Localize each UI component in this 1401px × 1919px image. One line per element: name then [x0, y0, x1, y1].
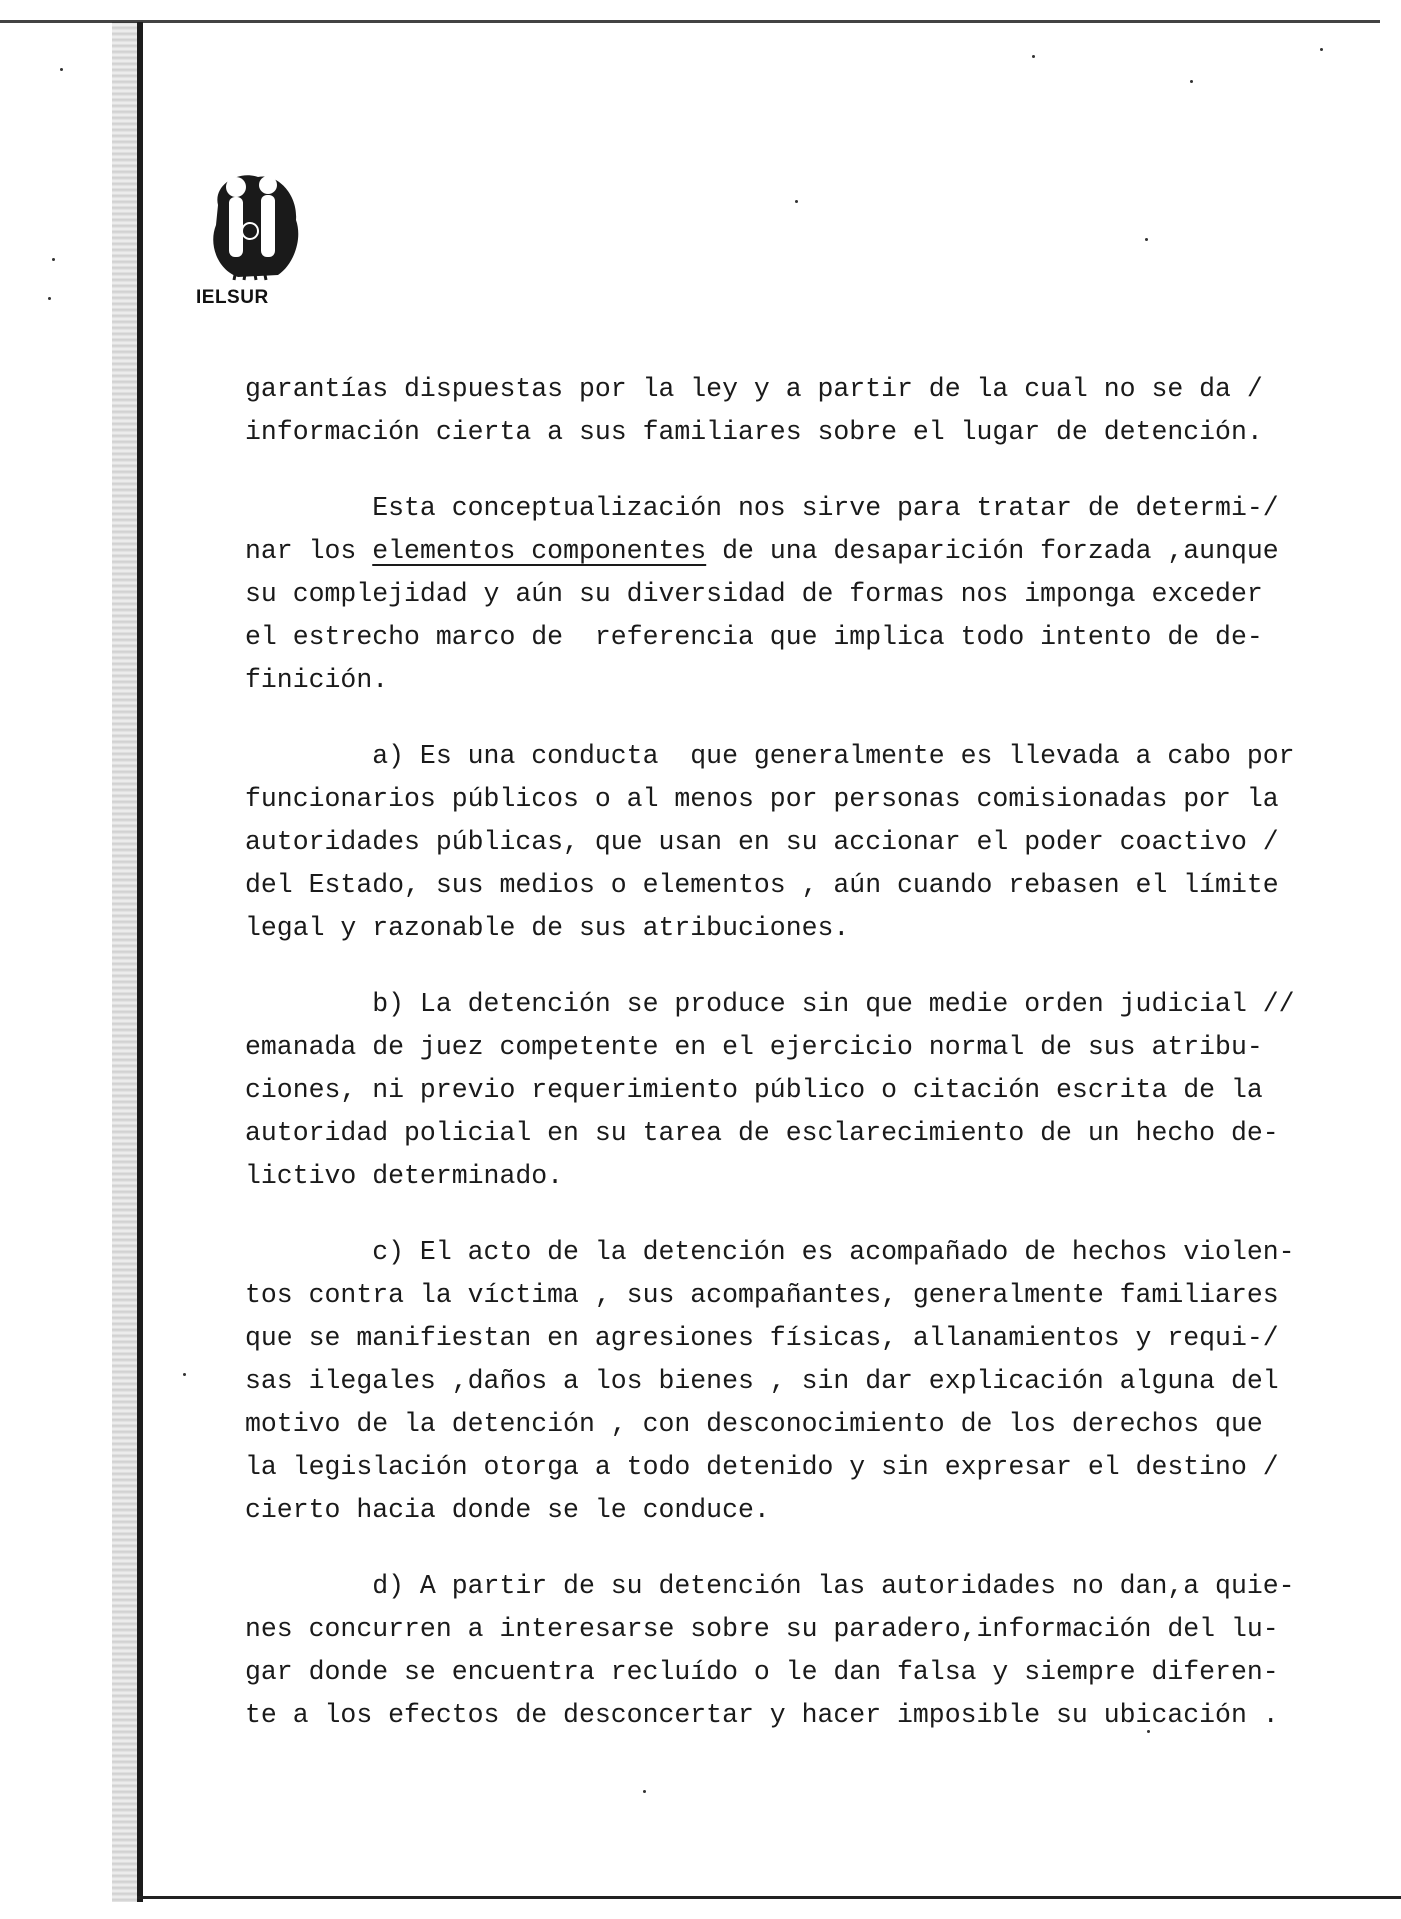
underlined-phrase: elementos componentes — [372, 536, 707, 566]
text-segment: de una desaparición forzada ,aunque — [706, 536, 1279, 566]
text-line: funcionarios públicos o al menos por personas comisionadas por la — [245, 784, 1279, 814]
text-line: nes concurren a interesarse sobre su paradero,información del lu- — [245, 1614, 1279, 1644]
scan-speck — [643, 1790, 646, 1793]
scan-speck — [1190, 80, 1193, 83]
paragraph-gap — [245, 454, 1390, 487]
scan-speck — [1145, 238, 1148, 241]
text-line: tos contra la víctima , sus acompañantes, generalmente familiares — [245, 1280, 1279, 1310]
text-line: ciones, ni previo requerimiento público o citación escrita de la — [245, 1075, 1263, 1105]
text-line: motivo de la detención , con desconocimiento de los derechos que — [245, 1409, 1263, 1439]
paragraph-p3 — [245, 735, 1390, 950]
text-line: a) Es una conducta que generalmente es llevada a cabo por — [245, 741, 1295, 771]
paragraph-gap — [245, 702, 1390, 735]
paragraph-gap — [245, 1198, 1390, 1231]
paragraph-p6 — [245, 1565, 1390, 1737]
text-line: del Estado, sus medios o elementos , aún cuando rebasen el límite — [245, 870, 1279, 900]
scan-speck — [183, 1373, 186, 1376]
scan-speck — [52, 258, 55, 261]
text-line: legal y razonable de sus atribuciones. — [245, 913, 850, 943]
scan-speck — [48, 297, 51, 300]
text-line: la legislación otorga a todo detenido y sin expresar el destino / — [245, 1452, 1279, 1482]
text-line: te a los efectos de desconcertar y hacer imposible su ubicación . — [245, 1700, 1279, 1730]
document-body — [245, 368, 1390, 1737]
text-line: autoridad policial en su tarea de esclarecimiento de un hecho de- — [245, 1118, 1279, 1148]
scan-speck — [795, 200, 798, 203]
scan-speck — [60, 68, 63, 71]
top-border-line — [0, 20, 1380, 23]
left-binding-shadow — [112, 22, 138, 1902]
paragraph-gap — [245, 1532, 1390, 1565]
text-line: d) A partir de su detención las autoridades no dan,a quie- — [245, 1571, 1295, 1601]
text-line: que se manifiestan en agresiones físicas, allanamientos y requi-/ — [245, 1323, 1279, 1353]
text-line: Esta conceptualización nos sirve para tratar de determi-/ — [245, 493, 1279, 523]
text-line — [245, 530, 1390, 573]
text-line: su complejidad y aún su diversidad de formas nos imponga exceder — [245, 579, 1263, 609]
text-line: autoridades públicas, que usan en su accionar el poder coactivo / — [245, 827, 1279, 857]
bottom-border-line — [137, 1896, 1401, 1899]
paragraph-gap — [245, 950, 1390, 983]
paragraph-p4 — [245, 983, 1390, 1198]
logo-text: IELSUR — [196, 287, 269, 308]
text-line: c) El acto de la detención es acompañado de hechos violen- — [245, 1237, 1295, 1267]
text-line: emanada de juez competente en el ejercicio normal de sus atribu- — [245, 1032, 1263, 1062]
text-segment: nar los — [245, 536, 373, 566]
text-line: sas ilegales ,daños a los bienes , sin dar explicación alguna del — [245, 1366, 1279, 1396]
scan-speck — [1032, 55, 1035, 58]
scan-speck — [1320, 48, 1323, 51]
text-line: b) La detención se produce sin que medie orden judicial // — [245, 989, 1295, 1019]
text-line: gar donde se encuentra recluído o le dan falsa y siempre diferen- — [245, 1657, 1279, 1687]
paragraph-p1 — [245, 368, 1390, 454]
paragraph-p5 — [245, 1231, 1390, 1532]
scan-speck — [1147, 1730, 1150, 1733]
left-border-line — [137, 22, 143, 1902]
text-line: cierto hacia donde se le conduce. — [245, 1495, 770, 1525]
text-line: finición. — [245, 665, 389, 695]
text-line: información cierta a sus familiares sobre el lugar de detención. — [245, 417, 1263, 447]
text-line: el estrecho marco de referencia que implica todo intento de de- — [245, 622, 1263, 652]
text-line: garantías dispuestas por la ley y a partir de la cual no se da / — [245, 374, 1263, 404]
text-line: lictivo determinado. — [245, 1161, 564, 1191]
paragraph-p2 — [245, 487, 1390, 702]
